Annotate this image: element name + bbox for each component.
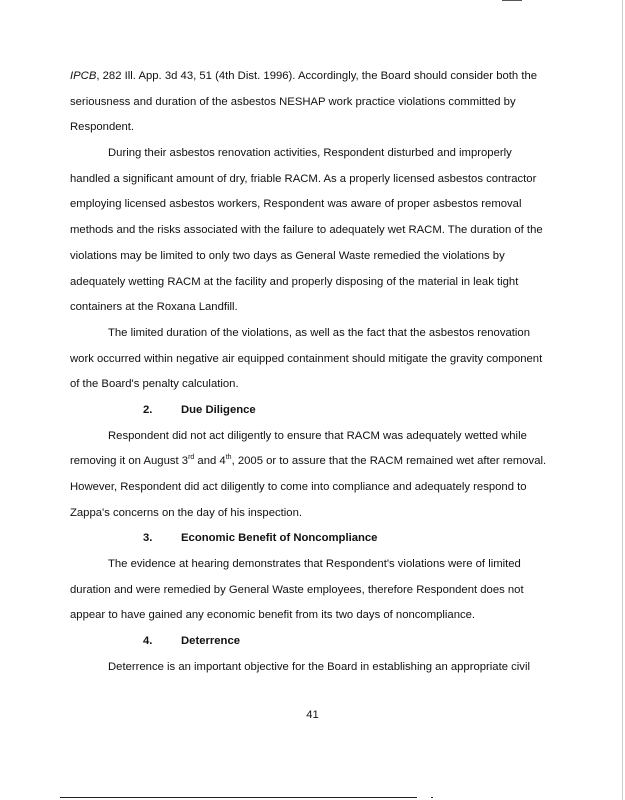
page-number: 41 bbox=[306, 709, 319, 721]
section-title: Due Diligence bbox=[181, 403, 256, 416]
text-line: Deterrence is an important objective for the Board in establishing an appropriate civil bbox=[108, 660, 530, 673]
scan-mark bbox=[502, 0, 522, 1]
section-heading-economic-benefit bbox=[70, 529, 590, 555]
text-line: seriousness and duration of the asbestos NESHAP work practice violations committed by bbox=[70, 95, 516, 108]
text-line: Zappa's concerns on the day of his inspection. bbox=[70, 506, 302, 519]
citation-text: , 282 Ill. App. 3d 43, 51 (4th Dist. 1996). Accordingly, the Board should consider both the bbox=[96, 70, 538, 82]
paragraph-2 bbox=[70, 144, 590, 324]
section-number: 3. bbox=[143, 532, 153, 545]
footer-rule bbox=[60, 797, 417, 798]
scan-mark bbox=[431, 797, 433, 798]
section-heading-due-diligence bbox=[70, 401, 590, 427]
section-heading-deterrence bbox=[70, 632, 590, 658]
text-line: Respondent. bbox=[70, 121, 135, 134]
text-line: violations may be limited to only two days as General Waste remedied the violations by bbox=[70, 249, 505, 262]
text-line: appear to have gained any economic benefit from its two days of noncompliance. bbox=[70, 609, 476, 622]
text-line: work occurred within negative air equipped containment should mitigate the gravity component bbox=[70, 352, 543, 365]
text-line: of the Board's penalty calculation. bbox=[70, 378, 239, 391]
superscript: th bbox=[225, 454, 232, 462]
paragraph-3 bbox=[70, 324, 590, 401]
case-name: IPCB bbox=[70, 70, 97, 82]
body-text bbox=[70, 67, 590, 684]
text-span: and 4 bbox=[194, 455, 226, 468]
paragraph-4 bbox=[70, 427, 590, 530]
text-line: adequately wetting RACM at the facility and properly disposing of the material in leak tight bbox=[70, 275, 519, 288]
text-line: Respondent did not act diligently to ensure that RACM was adequately wetted while bbox=[108, 429, 527, 442]
section-number: 4. bbox=[143, 635, 153, 648]
section-title: Economic Benefit of Noncompliance bbox=[181, 532, 378, 545]
text-line: containers at the Roxana Landfill. bbox=[70, 301, 238, 314]
text-line: employing licensed asbestos workers, Respondent was aware of proper asbestos removal bbox=[70, 198, 522, 211]
section-number: 2. bbox=[143, 403, 153, 416]
section-title: Deterrence bbox=[181, 635, 241, 648]
paragraph-6 bbox=[70, 658, 590, 684]
text-line: handled a significant amount of dry, friable RACM. As a properly licensed asbestos contractor bbox=[70, 172, 537, 185]
paragraph-5 bbox=[70, 555, 590, 632]
text-span: , 2005 or to assure that the RACM remained wet after removal. bbox=[231, 455, 547, 468]
text-span: removing it on August 3 bbox=[70, 455, 189, 468]
text-line: methods and the risks associated with the failure to adequately wet RACM. The duration of the bbox=[70, 224, 543, 237]
superscript: rd bbox=[188, 454, 195, 462]
text-line: The evidence at hearing demonstrates that Respondent's violations were of limited bbox=[108, 558, 521, 571]
text-line: During their asbestos renovation activities, Respondent disturbed and improperly bbox=[108, 147, 512, 160]
text-line: However, Respondent did act diligently to come into compliance and adequately respond to bbox=[70, 481, 527, 493]
text-line: The limited duration of the violations, as well as the fact that the asbestos renovation bbox=[108, 326, 530, 339]
text-line bbox=[70, 452, 590, 478]
citation-line bbox=[70, 67, 590, 93]
text-line: duration and were remedied by General Waste employees, therefore Respondent does not bbox=[70, 583, 524, 596]
page-edge bbox=[622, 0, 623, 800]
paragraph-1 bbox=[70, 93, 590, 144]
